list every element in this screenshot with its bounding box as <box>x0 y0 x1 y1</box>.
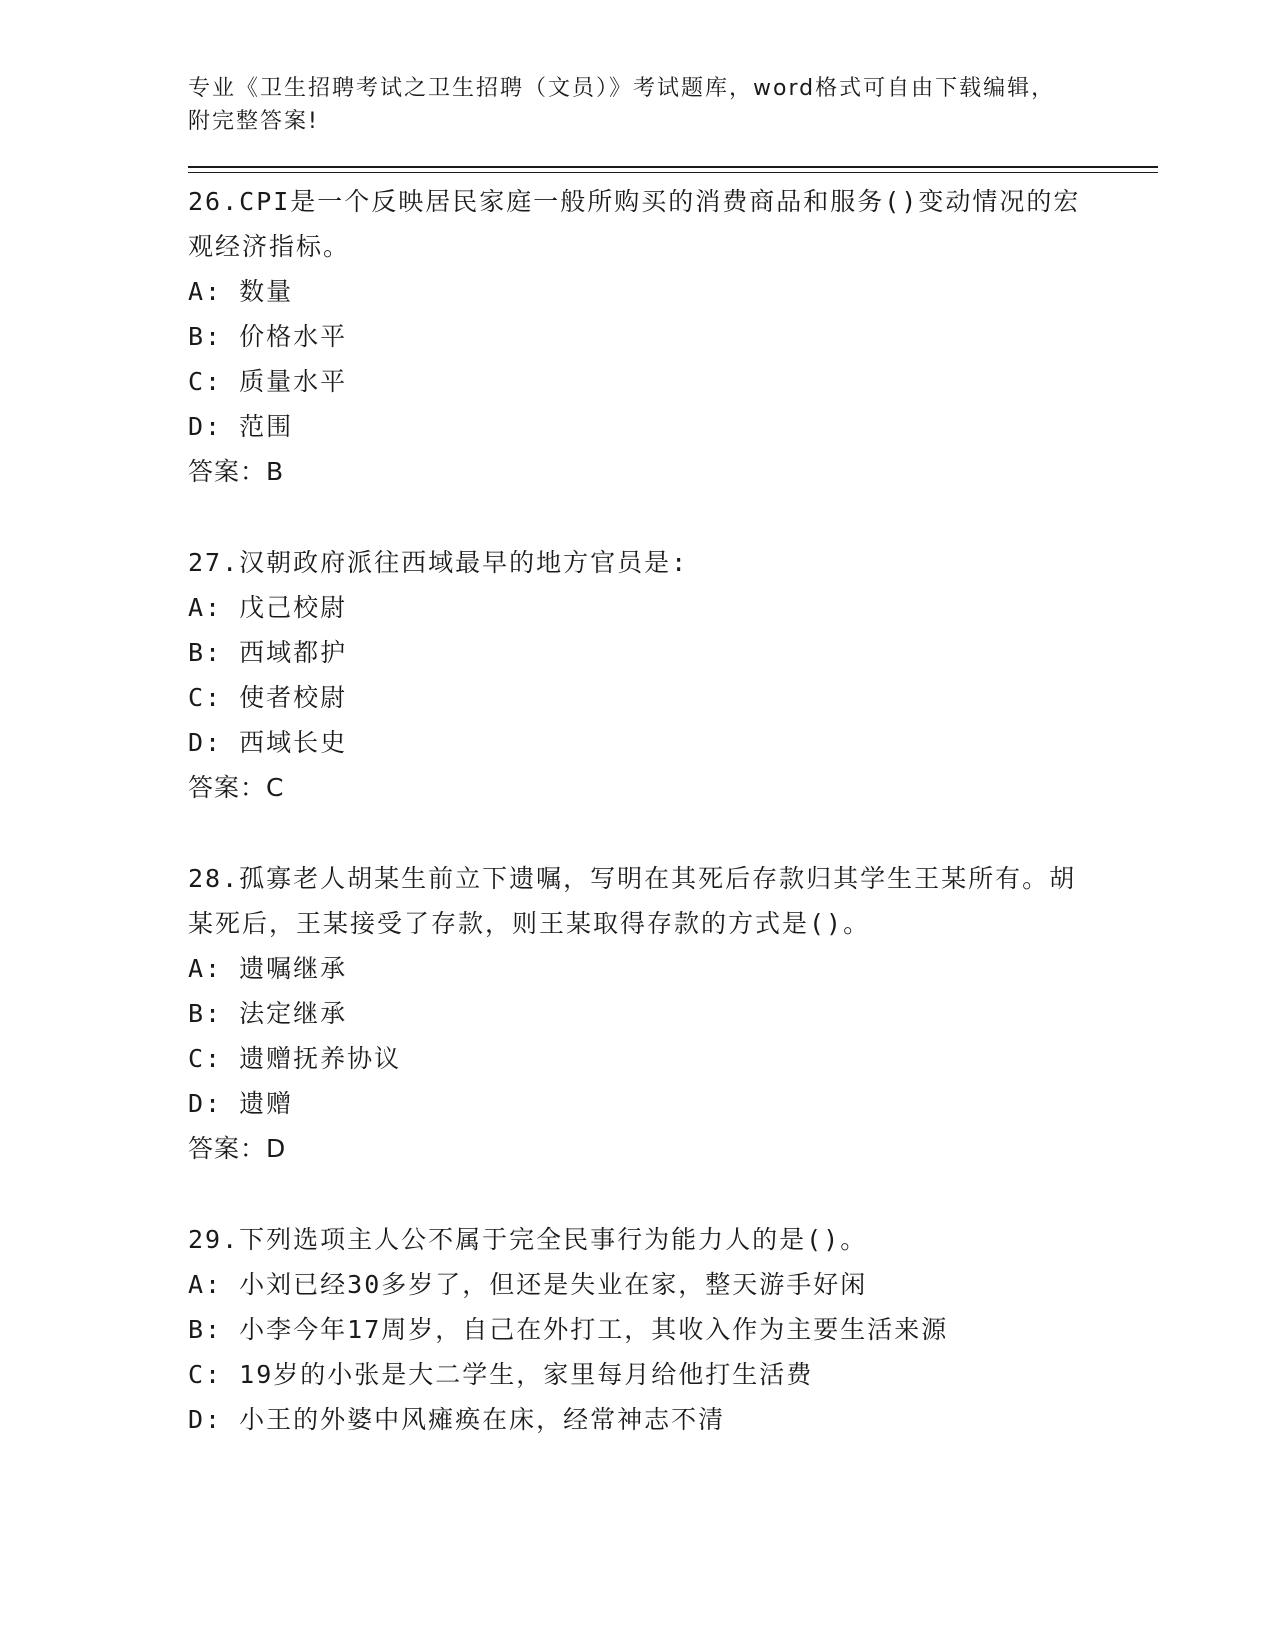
question-27 <box>188 540 1158 810</box>
option-d: D: 遗赠 <box>188 1089 294 1118</box>
option-a: A: 戊己校尉 <box>188 593 348 622</box>
answer: 答案：D <box>188 1134 287 1163</box>
option-d: D: 范围 <box>188 412 294 441</box>
option-d: D: 小王的外婆中风瘫痪在床，经常神志不清 <box>188 1405 726 1434</box>
option-a: A: 小刘已经30多岁了，但还是失业在家，整天游手好闲 <box>188 1270 868 1299</box>
header-divider <box>188 166 1158 173</box>
option-b: B: 小李今年17周岁，自己在外打工，其收入作为主要生活来源 <box>188 1315 949 1344</box>
option-a: A: 遗嘱继承 <box>188 954 348 983</box>
question-stem: 28.孤寡老人胡某生前立下遗嘱，写明在其死后存款归其学生王某所有。胡某死后，王某接受了存款，则王某取得存款的方式是()。 <box>188 864 1077 938</box>
option-b: B: 法定继承 <box>188 999 348 1028</box>
option-c: C: 使者校尉 <box>188 683 348 712</box>
question-28 <box>188 856 1158 1171</box>
question-stem: 26.CPI是一个反映居民家庭一般所购买的消费商品和服务()变动情况的宏观经济指标。 <box>188 187 1081 261</box>
option-c: C: 19岁的小张是大二学生，家里每月给他打生活费 <box>188 1360 814 1389</box>
question-26 <box>188 179 1158 494</box>
option-a: A: 数量 <box>188 277 294 306</box>
answer: 答案：C <box>188 773 285 802</box>
question-stem: 29.下列选项主人公不属于完全民事行为能力人的是()。 <box>188 1225 868 1254</box>
question-29 <box>188 1217 1158 1442</box>
option-c: C: 遗赠抚养协议 <box>188 1044 402 1073</box>
option-b: B: 价格水平 <box>188 322 348 351</box>
option-d: D: 西域长史 <box>188 728 348 757</box>
option-b: B: 西域都护 <box>188 638 348 667</box>
answer: 答案：B <box>188 457 285 486</box>
question-stem: 27.汉朝政府派往西域最早的地方官员是: <box>188 548 689 577</box>
document-page <box>188 72 1158 1442</box>
option-c: C: 质量水平 <box>188 367 348 396</box>
document-header: 专业《卫生招聘考试之卫生招聘（文员）》考试题库，word格式可自由下载编辑，附完整答案! <box>188 76 1056 134</box>
